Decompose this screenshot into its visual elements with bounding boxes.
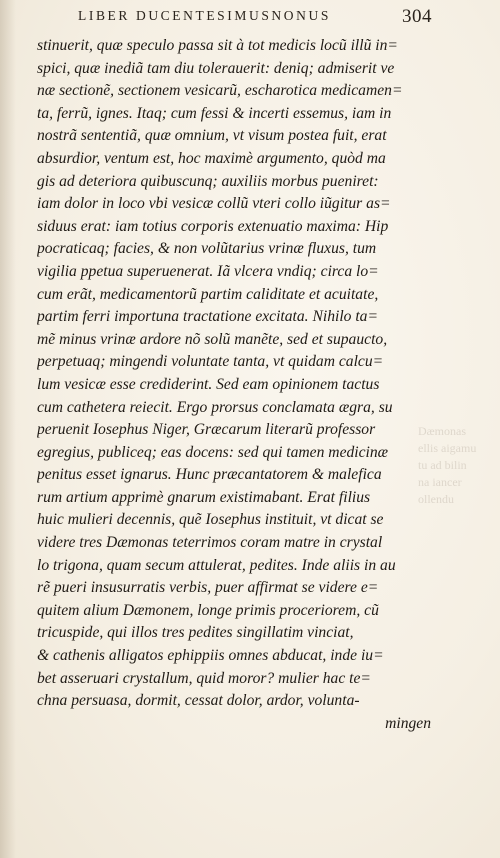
text-line-23: videre tres Dæmonas teterrimos coram matre in crystal (37, 534, 383, 552)
text-line-28: & cathenis alligatos ephippiis omnes abducat, inde iu= (37, 647, 384, 665)
text-line-8: iam dolor in loco vbi vesicæ collũ vteri collo iũgitur as= (37, 195, 391, 213)
show-through-line: ellis aigamu (418, 441, 477, 455)
text-line-11: vigilia ppetua superuenerat. Iã vlcera vndiq; circa lo= (37, 262, 379, 280)
text-line-22: huic mulieri decennis, quẽ Iosephus instituit, vt dicat se (37, 511, 384, 529)
text-line-18: peruenit Iosephus Niger, Græcarum literarũ professor (37, 421, 376, 439)
show-through-line: tu ad bilin (418, 458, 467, 472)
text-line-17: cum cathetera reiecit. Ergo prorsus conclamata ægra, su (37, 398, 393, 416)
text-line-14: mẽ minus vrinæ ardore nõ solũ manẽte, sed et supaucto, (37, 330, 388, 348)
show-through-line: ollendu (418, 492, 454, 506)
text-line-10: pocraticaq; facies, & non volũtarius vrinæ fluxus, tum (37, 240, 377, 258)
text-line-26: quitem alium Dæmonem, longe primis proceriorem, cũ (37, 601, 379, 619)
gutter-shadow (0, 0, 16, 858)
text-line-29: bet asseruari crystallum, quid moror? mulier hac te= (37, 669, 371, 687)
text-line-21: rum artium apprimè gnarum existimabant. Erat filius (37, 488, 371, 506)
text-line-20: penitus esset ignarus. Hunc præcantatorem & malefica (37, 466, 382, 484)
running-head: LIBER DUCENTESIMUSNONUS (78, 8, 331, 23)
text-line-16: lum vesicæ esse crediderint. Sed eam opinionem tactus (37, 375, 380, 393)
text-line-4: ta, ferrũ, ignes. Itaq; cum fessi & incerti essemus, iam in (37, 104, 392, 122)
text-line-25: rẽ pueri insusurratis verbis, puer affirmat se videre e= (37, 579, 379, 597)
catchword: mingen (385, 714, 431, 732)
text-line-13: partim ferri importuna tractatione excitata. Nihilo ta= (37, 308, 379, 326)
text-line-3: næ sectionẽ, sectionem vesicarũ, escharotica medicamen= (37, 82, 403, 100)
text-line-12: cum erãt, medicamentorũ partim caliditate et acuitate, (37, 285, 379, 303)
text-line-9: siduus erat: iam totius corporis extenuatio maxima: Hip (37, 217, 389, 235)
text-line-15: perpetuaq; mingendi voluntate tanta, vt quidam calcu= (37, 353, 384, 371)
text-line-6: absurdior, ventum est, hoc maximè argumento, quòd ma (37, 149, 386, 167)
show-through-line: Dæmonas (418, 424, 466, 438)
text-line-1: stinuerit, quæ speculo passa sit à tot medicis locũ illũ in= (37, 37, 398, 54)
text-line-27: tricuspide, qui illos tres pedites singillatim vinciat, (37, 624, 354, 642)
show-through-line: na iancer (418, 475, 462, 489)
text-line-24: lo trigona, quam secum attulerat, pedites. Inde aliis in au (37, 556, 396, 574)
page-number: 304 (402, 6, 432, 27)
text-line-19: egregius, publiceq; eas docens: sed qui tamen medicinæ (37, 443, 389, 461)
text-line-5: nostrã sententiã, quæ omnium, vt visum postea fuit, erat (37, 127, 387, 145)
text-line-7: gis ad deteriora quibuscunq; auxiliis morbus pueniret: (37, 172, 379, 190)
page-header (78, 6, 430, 32)
text-line-30: chna persuasa, dormit, cessat dolor, ardor, volunta- (37, 692, 360, 710)
text-line-2: spici, quæ inediã tam diu tolerauerit: deniq; admiserit ve (37, 59, 395, 77)
body-text (37, 35, 435, 735)
